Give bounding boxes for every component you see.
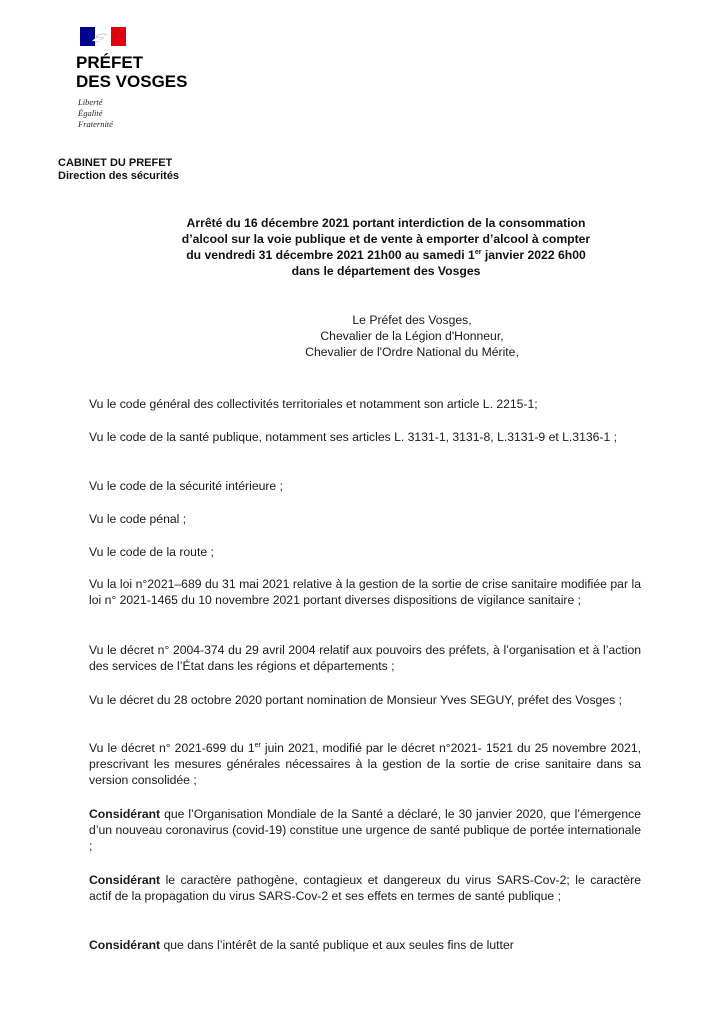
marianne-flag-logo [80,27,126,46]
considerant-keyword: Considérant [89,938,161,952]
visa-paragraph: Vu le code pénal ; [89,512,187,526]
considerant-paragraph: Considérant que dans l’intérêt de la santé publique et aux seules fins de lutter [89,938,514,952]
prefect-line-1: PRÉFET [76,53,144,72]
republic-motto [78,97,113,130]
prefect-name [76,53,187,91]
issuing-office [58,157,179,183]
visa-paragraph: Vu le décret du 28 octobre 2020 portant nomination de Monsieur Yves SEGUY, préfet des Vosges ; [89,693,622,707]
prefect-line-2: DES VOSGES [76,72,188,91]
motto-egalite: Égalité [78,108,103,118]
considerant-keyword: Considérant [89,873,161,887]
visa-paragraph: Vu le décret n° 2004-374 du 29 avril 2004 relatif aux pouvoirs des préfets, à l’organisation et à l’action des services de l’État dans les régions et départements ; [89,643,641,673]
direction-line: Direction des sécurités [58,170,180,182]
title-line-4: dans le département des Vosges [291,264,481,278]
visa-paragraph: Vu le code général des collectivités territoriales et notamment son article L. 2215-1; [89,397,538,411]
motto-fraternite: Fraternité [78,119,113,129]
signatory-line-3: Chevalier de l'Ordre National du Mérite, [305,345,519,359]
visa-paragraph: Vu la loi n°2021–689 du 31 mai 2021 relative à la gestion de la sortie de crise sanitaire modifiée par la loi n° 2021-1465 du 10 novembre 2021 portant diverses dispositions de vigilance sanitaire ; [89,577,641,607]
signatory-block [282,312,542,360]
decree-title [155,215,617,279]
considerant-keyword: Considérant [89,807,161,821]
motto-liberte: Liberté [78,97,103,107]
visa-paragraph: Vu le décret n° 2021-699 du 1er juin 2021, modifié par le décret n°2021- 1521 du 25 novembre 2021, prescrivant les mesures générales nécessaires à la gestion de la sortie de crise sanitaire dans sa version consolidée ; [89,741,642,787]
considerant-paragraph: Considérant que l’Organisation Mondiale de la Santé a déclaré, le 30 janvier 2020, que l’émergence d’un nouveau coronavirus (covid-19) constitue une urgence de santé publique de portée internationale ; [89,807,641,853]
signatory-line-1: Le Préfet des Vosges, [352,313,472,327]
considerant-paragraph: Considérant le caractère pathogène, contagieux et dangereux du virus SARS-Cov-2; le caractère actif de la propagation du virus SARS-Cov-2 et ses effets en termes de santé publique ; [89,873,641,903]
title-line-2: d’alcool sur la voie publique et de vente à emporter d’alcool à compter [181,232,591,246]
title-line-3: du vendredi 31 décembre 2021 21h00 au samedi 1er janvier 2022 6h00 [186,248,586,262]
visa-paragraph: Vu le code de la santé publique, notamment ses articles L. 3131-1, 3131-8, L.3131-9 et L.3136-1 ; [89,430,618,444]
title-line-1: Arrêté du 16 décembre 2021 portant interdiction de la consommation [186,216,586,230]
signatory-line-2: Chevalier de la Légion d'Honneur, [320,329,504,343]
visa-paragraph: Vu le code de la route ; [89,545,214,559]
cabinet-line: CABINET DU PREFET [58,157,173,169]
visa-paragraph: Vu le code de la sécurité intérieure ; [89,479,283,493]
